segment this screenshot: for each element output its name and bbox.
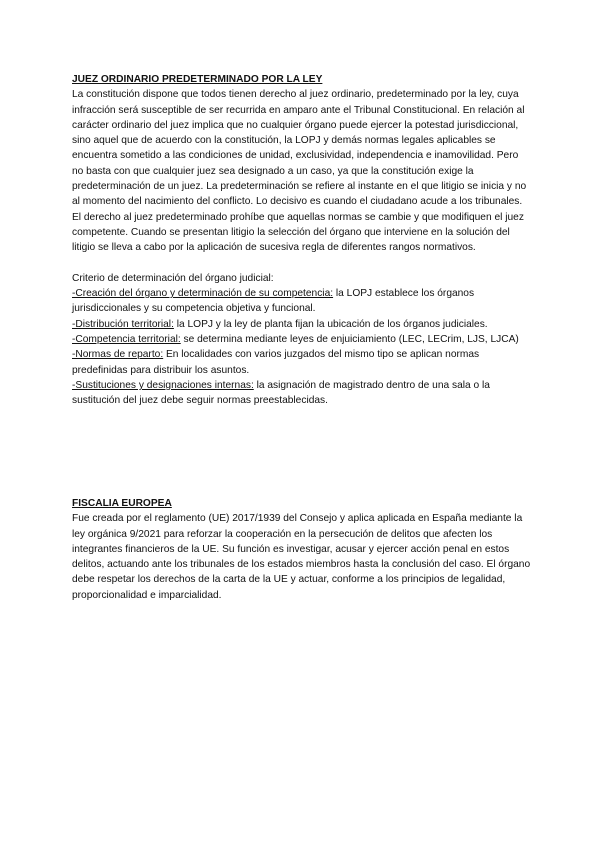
criteria-item [72,332,532,347]
section-title-juez: JUEZ ORDINARIO PREDETERMINADO POR LA LEY [72,74,323,85]
paragraph-spacer [72,256,532,271]
criteria-item-label: -Creación del órgano y determinación de su competencia: [72,288,334,300]
criteria-item-text: la LOPJ y la ley de planta fijan la ubicación de los órganos judiciales. [173,318,488,330]
criteria-item-label: -Sustituciones y designaciones internas: [72,379,254,391]
criteria-item-label: -Competencia territorial: [72,334,181,346]
criteria-item [72,286,532,317]
paragraph-fiscalia: Fue creada por el reglamento (UE) 2017/1939 del Consejo y aplica aplicada en España mediante la ley orgánica 9/2021 para reforzar la cooperación en la persecución de delitos que afecten los integrantes financieros de la UE. Su función es investigar, acusar y ejercer acción penal en estos delitos, actuando ante los tribunales de los estados miembros hasta la conclusión del caso. El órgano debe respetar los derechos de la carta de la UE y actuar, conforme a los principios de legalidad, proporcionalidad e imparcialidad. [72,513,531,601]
section-title-fiscalia: FISCALIA EUROPEA [72,498,172,509]
criteria-item-label: -Normas de reparto: [72,349,164,361]
criteria-item [72,317,532,332]
paragraph-juez: La constitución dispone que todos tienen derecho al juez ordinario, predeterminado por la ley, cuya infracción será susceptible de ser recurrida en amparo ante el Tribunal Constitucional. En relación al carácter ordinario del juez implica que no cualquier órgano puede ejercer la potestad jurisdiccional, sino aquel que de acuerdo con la constitución, la LOPJ y demás normas legales aplicables se encuentra sometido a las condiciones de unidad, exclusividad, independencia e inamovilidad. Pero no basta con que cualquier juez sea designado a un caso, ya que la constitución exige la predeterminación de un juez. La predeterminación se refiere al instante en el que litigio se inicia y no al momento del nacimiento del conflicto. Lo decisivo es cuando el ciudadano acude a los tribunales. El derecho al juez predeterminado prohíbe que aquellas normas se cambie y que modifiquen el juez competente. Cuando se presentan litigio la selección del órgano que interviene en la solución del litigio se lleva a cabo por la aplicación de sucesiva regla de diferentes rangos normativos. [72,89,527,254]
section-fiscalia-europea [72,496,532,603]
criteria-item-text: la asignación de magistrado dentro de una sala o la sustitución del juez debe seguir normas preestablecidas. [72,379,490,407]
criteria-item-text: la LOPJ establece los órganos jurisdiccionales y su competencia objetiva y funcional. [72,288,475,315]
criteria-item-text: se determina mediante leyes de enjuiciamiento (LEC, LECrim, LJS, LJCA) [180,334,519,346]
criteria-item-label: -Distribución territorial: [72,318,174,330]
criteria-item [72,378,532,409]
criteria-item [72,347,532,378]
criterios-intro: Criterio de determinación del órgano judicial: [72,272,274,284]
criteria-item-text: En localidades con varios juzgados del mismo tipo se aplican normas predefinidas para distribuir los asuntos. [72,349,480,376]
section-juez-ordinario [72,72,532,409]
